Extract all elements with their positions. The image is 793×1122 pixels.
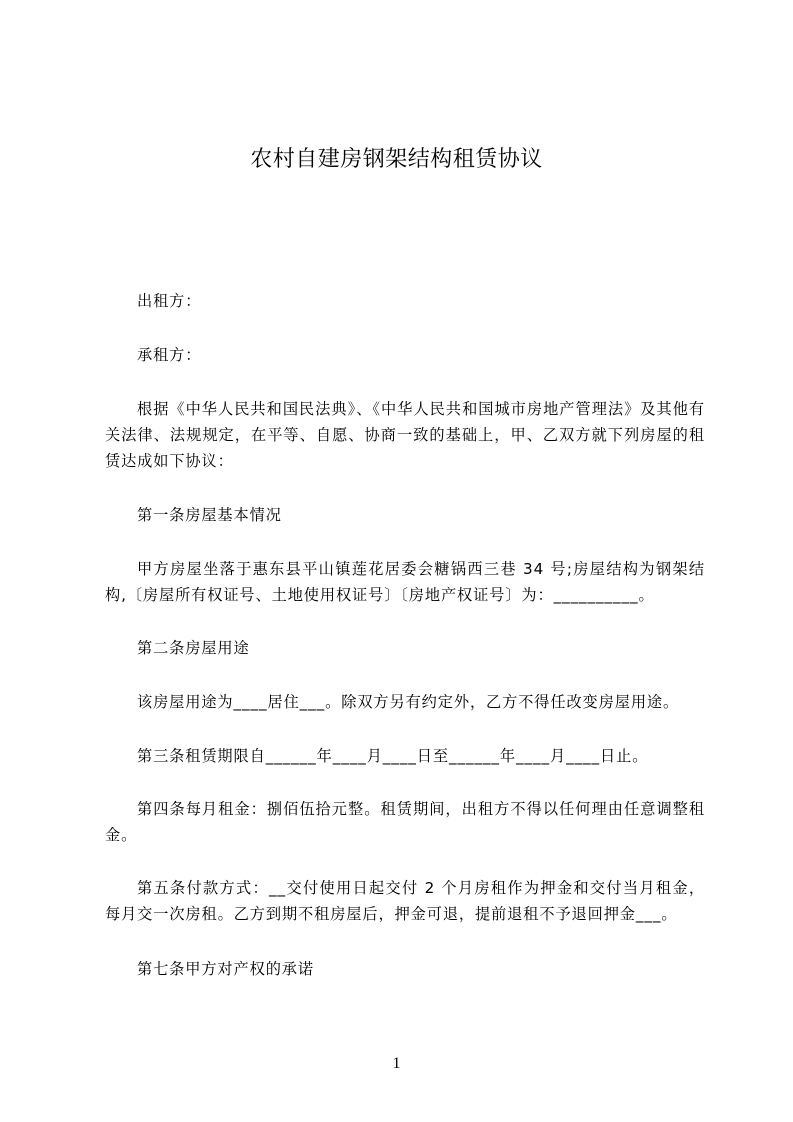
article-2-heading: 第二条房屋用途 bbox=[137, 639, 250, 657]
article-7-heading: 第七条甲方对产权的承诺 bbox=[137, 960, 314, 978]
lessee-field: 承租方： bbox=[137, 346, 202, 364]
article-1-body: 甲方房屋坐落于惠东县平山镇莲花居委会糖锅西三巷 34 号;房屋结构为钢架结构,〔房屋所有权证号、土地使用权证号〕〔房地产权证号〕为：__________。 bbox=[105, 560, 705, 604]
preamble-paragraph: 根据《中华人民共和国民法典》、《中华人民共和国城市房地产管理法》及其他有关法律、法规规定，在平等、自愿、协商一致的基础上，甲、乙双方就下列房屋的租赁达成如下协议： bbox=[105, 400, 705, 470]
article-3-term: 第三条租赁期限自______年____月____日至______年____月____日止。 bbox=[137, 747, 649, 765]
page-number: 1 bbox=[392, 1055, 401, 1072]
article-5-payment: 第五条付款方式：__交付使用日起交付 2 个月房租作为押金和交付当月租金，每月交一次房租。乙方到期不租房屋后，押金可退，提前退租不予退回押金___。 bbox=[105, 879, 705, 923]
document-title: 农村自建房钢架结构租赁协议 bbox=[250, 147, 543, 172]
article-4-rent: 第四条每月租金：捌佰伍拾元整。租赁期间，出租方不得以任何理由任意调整租金。 bbox=[105, 800, 705, 844]
lessor-field: 出租方： bbox=[137, 292, 202, 310]
article-2-body: 该房屋用途为____居住___。除双方另有约定外，乙方不得任改变房屋用途。 bbox=[137, 693, 680, 711]
article-1-heading: 第一条房屋基本情况 bbox=[137, 506, 282, 524]
